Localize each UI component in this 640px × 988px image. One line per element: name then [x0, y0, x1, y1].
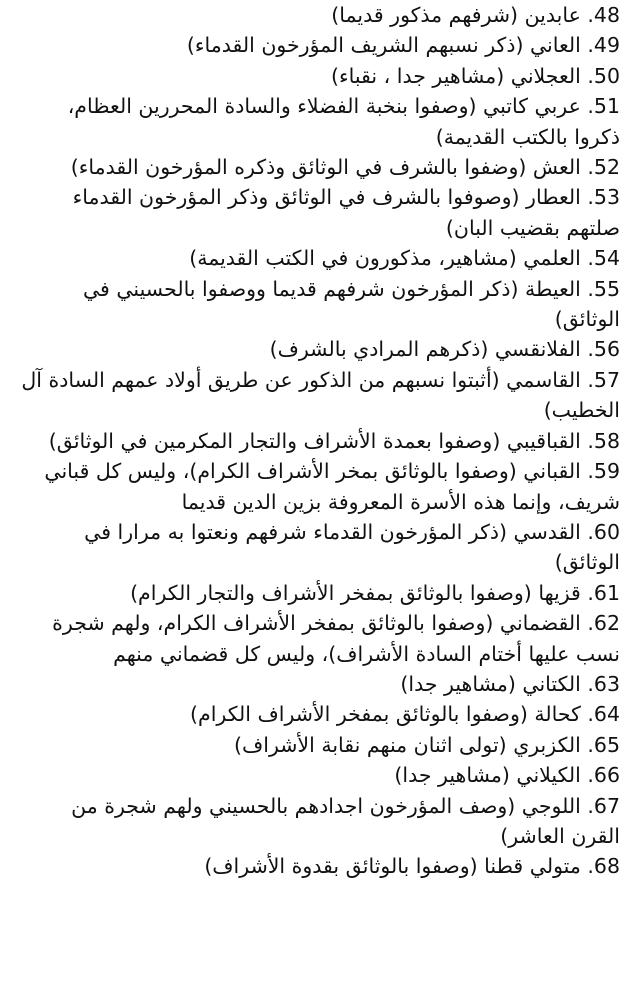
list-item: [20, 456, 620, 517]
item-number: 55.: [587, 276, 620, 301]
item-number: 56.: [587, 337, 620, 362]
item-number: 62.: [587, 611, 620, 636]
list-item: [20, 61, 620, 91]
item-text: قزيها (وصفوا بالوثائق بمفخر الأشراف والتجار الكرام): [130, 580, 581, 605]
list-item: [20, 791, 620, 852]
item-text: الكتاني (مشاهير جدا): [400, 671, 581, 696]
item-number: 68.: [587, 854, 620, 879]
item-text: القدسي (ذكر المؤرخون القدماء شرفهم ونعتوا به مرارا في الوثائق): [84, 519, 620, 575]
item-number: 52.: [587, 155, 620, 180]
list-item: [20, 851, 620, 881]
document-body: [20, 0, 620, 882]
item-text: كحالة (وصفوا بالوثائق بمفخر الأشراف الكرام): [190, 702, 581, 727]
list-item: [20, 669, 620, 699]
item-number: 48.: [587, 3, 620, 27]
item-number: 66.: [587, 763, 620, 788]
list-item: [20, 699, 620, 729]
list-item: [20, 152, 620, 182]
item-text: القاسمي (أثبتوا نسبهم من الذكور عن طريق أولاد عمهم السادة آل الخطيب): [21, 367, 620, 423]
list-item: [20, 426, 620, 456]
item-text: الكزبري (تولى اثنان منهم نقابة الأشراف): [234, 732, 581, 757]
item-number: 67.: [587, 793, 620, 818]
item-number: 63.: [587, 671, 620, 696]
item-number: 60.: [587, 519, 620, 544]
list-item: [20, 365, 620, 426]
item-text: عابدين (شرفهم مذكور قديما): [331, 3, 581, 27]
item-number: 64.: [587, 702, 620, 727]
item-text: الكيلاني (مشاهير جدا): [394, 763, 581, 788]
item-number: 51.: [587, 94, 620, 119]
item-text: اللوجي (وصف المؤرخون اجدادهم بالحسيني ولهم شجرة من القرن العاشر): [71, 793, 620, 848]
item-text: العلمي (مشاهير، مذكورون في الكتب القديمة): [189, 246, 581, 271]
item-text: العيطة (ذكر المؤرخون شرفهم قديما ووصفوا بالحسيني في الوثائق): [82, 276, 620, 332]
item-number: 54.: [587, 246, 620, 271]
item-number: 53.: [587, 185, 620, 210]
list-item: [20, 274, 620, 335]
item-text: العطار (وصوفوا بالشرف في الوثائق وذكر المؤرخون القدماء صلتهم بقضيب البان): [72, 185, 620, 240]
list-item: [20, 730, 620, 760]
item-text: عربي كاتبي (وصفوا بنخبة الفضلاء والسادة المحررين العظام، ذكروا بالكتب القديمة): [67, 94, 620, 149]
list-item: [20, 0, 620, 30]
item-text: العش (وضفوا بالشرف في الوثائق وذكره المؤرخون القدماء): [70, 155, 581, 180]
item-text: القباني (وصفوا بالوثائق بمخر الأشراف الكرام)، وليس كل قباني شريف، وإنما هذه الأسرة المعروفة بزين الدين قديما: [44, 459, 620, 514]
list-item: [20, 578, 620, 608]
item-text: القضماني (وصفوا بالوثائق بمفخر الأشراف الكرام، ولهم شجرة نسب عليها أختام السادة الأشراف)، وليس كل قضماني منهم: [52, 611, 620, 666]
list-item: [20, 517, 620, 578]
list-item: [20, 760, 620, 790]
item-text: القباقيبي (وصفوا بعمدة الأشراف والتجار المكرمين في الوثائق): [48, 428, 581, 453]
item-number: 59.: [587, 459, 620, 484]
item-number: 58.: [587, 428, 620, 453]
list-item: [20, 91, 620, 152]
item-number: 65.: [587, 732, 620, 757]
list-item: [20, 182, 620, 243]
item-text: متولي قطنا (وصفوا بالوثائق بقدوة الأشراف): [204, 854, 581, 879]
item-text: العجلاني (مشاهير جدا ، نقباء): [330, 63, 581, 88]
list-item: [20, 243, 620, 273]
item-number: 49.: [587, 33, 620, 58]
list-item: [20, 608, 620, 669]
item-number: 61.: [587, 580, 620, 605]
item-text: العاني (ذكر نسبهم الشريف المؤرخون القدماء): [186, 33, 581, 58]
item-number: 57.: [587, 367, 620, 392]
list-item: [20, 30, 620, 60]
item-text: الفلانقسي (ذكرهم المرادي بالشرف): [269, 337, 581, 362]
item-number: 50.: [587, 63, 620, 88]
list-item: [20, 334, 620, 364]
